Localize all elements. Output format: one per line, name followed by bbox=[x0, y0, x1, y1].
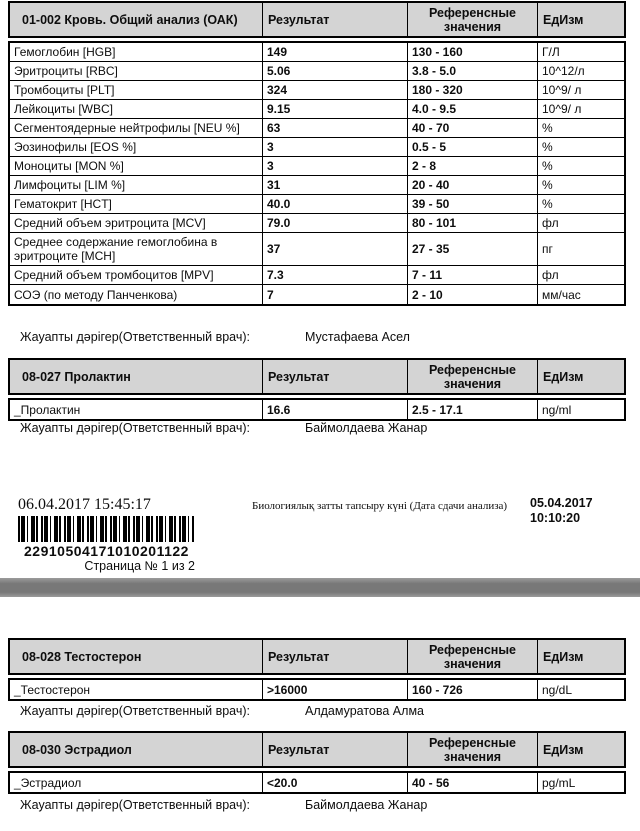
cell-name: Гемоглобин [HGB] bbox=[14, 45, 116, 59]
table-row bbox=[10, 43, 624, 62]
cell-result: 3 bbox=[262, 157, 407, 175]
responsible-doctor-line bbox=[20, 798, 620, 812]
doctor-label: Жауапты дәрігер(Ответственный врач): bbox=[20, 421, 250, 435]
cell-result: 3 bbox=[262, 138, 407, 156]
column-header-unit: ЕдИзм bbox=[537, 3, 624, 36]
responsible-doctor-line bbox=[20, 330, 620, 344]
doctor-label: Жауапты дәрігер(Ответственный врач): bbox=[20, 330, 250, 344]
table-body bbox=[8, 398, 626, 421]
cell-result: 31 bbox=[262, 176, 407, 194]
table-row bbox=[10, 195, 624, 214]
table-title: 08-028 Тестостерон bbox=[22, 649, 142, 664]
table-row bbox=[10, 138, 624, 157]
table-header-row bbox=[8, 731, 626, 768]
sample-date-label: Биологиялық затты тапсыру күні (Дата сдачи анализа) bbox=[252, 500, 508, 512]
sample-datetime bbox=[530, 496, 593, 526]
responsible-doctor-line bbox=[20, 704, 620, 718]
lab-table-estradiol bbox=[8, 731, 626, 794]
doctor-label: Жауапты дәрігер(Ответственный врач): bbox=[20, 704, 250, 718]
cell-result: 79.0 bbox=[262, 214, 407, 232]
responsible-doctor-line bbox=[20, 421, 620, 435]
cell-unit: 10^9/ л bbox=[537, 100, 624, 118]
cell-ref: 130 - 160 bbox=[407, 43, 537, 61]
table-row bbox=[10, 157, 624, 176]
cell-name: СОЭ (по методу Панченкова) bbox=[14, 287, 178, 302]
cell-ref: 39 - 50 bbox=[407, 195, 537, 213]
lab-table-testosterone bbox=[8, 638, 626, 701]
cell-ref: 40 - 70 bbox=[407, 119, 537, 137]
cell-ref: 180 - 320 bbox=[407, 81, 537, 99]
cell-name: Тромбоциты [PLT] bbox=[14, 83, 115, 97]
cell-name: Среднее содержание гемоглобина в эритроците [MCH] bbox=[14, 235, 218, 263]
cell-ref: 20 - 40 bbox=[407, 176, 537, 194]
column-header-reference: Референсные значения bbox=[407, 360, 537, 393]
table-header-row bbox=[8, 358, 626, 395]
cell-ref: 0.5 - 5 bbox=[407, 138, 537, 156]
cell-unit: ng/dL bbox=[537, 680, 624, 699]
column-header-unit: ЕдИзм bbox=[537, 733, 624, 766]
doctor-name: Мустафаева Асел bbox=[305, 330, 410, 344]
cell-result: 7.3 bbox=[262, 266, 407, 284]
cell-result: 5.06 bbox=[262, 62, 407, 80]
cell-name: _Тестостерон bbox=[14, 682, 91, 697]
table-row bbox=[10, 266, 624, 285]
doctor-name: Алдамуратова Алма bbox=[305, 704, 424, 718]
table-row bbox=[10, 81, 624, 100]
column-header-reference: Референсные значения bbox=[407, 3, 537, 36]
cell-result: 9.15 bbox=[262, 100, 407, 118]
doctor-name: Баймолдаева Жанар bbox=[305, 798, 428, 812]
column-header-result: Результат bbox=[262, 733, 407, 766]
table-row bbox=[10, 214, 624, 233]
cell-name: Эритроциты [RBC] bbox=[14, 64, 118, 78]
table-row bbox=[10, 773, 624, 792]
cell-name: Сегментоядерные нейтрофилы [NEU %] bbox=[14, 121, 240, 135]
table-row bbox=[10, 233, 624, 266]
cell-ref: 40 - 56 bbox=[407, 773, 537, 792]
cell-result: 37 bbox=[262, 233, 407, 265]
print-datetime: 06.04.2017 15:45:17 bbox=[18, 496, 151, 513]
table-header-row bbox=[8, 638, 626, 675]
cell-name: _Эстрадиол bbox=[14, 775, 82, 790]
cell-unit: ng/ml bbox=[537, 400, 624, 419]
cell-unit: % bbox=[537, 195, 624, 213]
sample-date: 05.04.2017 bbox=[530, 496, 593, 510]
cell-ref: 2 - 8 bbox=[407, 157, 537, 175]
column-header-reference: Референсные значения bbox=[407, 733, 537, 766]
table-body bbox=[8, 678, 626, 701]
cell-ref: 7 - 11 bbox=[407, 266, 537, 284]
cell-unit: % bbox=[537, 138, 624, 156]
doctor-name: Баймолдаева Жанар bbox=[305, 421, 428, 435]
sample-time: 10:10:20 bbox=[530, 511, 581, 525]
cell-unit: фл bbox=[537, 214, 624, 232]
column-header-result: Результат bbox=[262, 3, 407, 36]
cell-name: _Пролактин bbox=[14, 402, 81, 417]
cell-name: Гематокрит [HCT] bbox=[14, 197, 112, 211]
table-title: 08-027 Пролактин bbox=[22, 369, 131, 384]
cell-name: Средний объем тромбоцитов [MPV] bbox=[14, 268, 214, 282]
cell-unit: % bbox=[537, 119, 624, 137]
barcode-image bbox=[18, 516, 194, 542]
table-row bbox=[10, 400, 624, 419]
table-row bbox=[10, 176, 624, 195]
cell-result: 324 bbox=[262, 81, 407, 99]
cell-unit: мм/час bbox=[537, 285, 624, 304]
column-header-reference: Референсные значения bbox=[407, 640, 537, 673]
table-title: 01-002 Кровь. Общий анализ (ОАК) bbox=[22, 12, 238, 27]
cell-result: <20.0 bbox=[262, 773, 407, 792]
cell-name: Моноциты [MON %] bbox=[14, 159, 124, 173]
table-row bbox=[10, 119, 624, 138]
cell-ref: 80 - 101 bbox=[407, 214, 537, 232]
column-header-unit: ЕдИзм bbox=[537, 360, 624, 393]
page-number-label: Страница № 1 из 2 bbox=[84, 559, 195, 573]
table-row bbox=[10, 62, 624, 81]
cell-ref: 2 - 10 bbox=[407, 285, 537, 304]
cell-unit: Г/Л bbox=[537, 43, 624, 61]
cell-ref: 27 - 35 bbox=[407, 233, 537, 265]
table-row bbox=[10, 100, 624, 119]
column-header-unit: ЕдИзм bbox=[537, 640, 624, 673]
cell-result: 7 bbox=[262, 285, 407, 304]
table-row bbox=[10, 680, 624, 699]
cell-name: Лейкоциты [WBC] bbox=[14, 102, 114, 116]
cell-ref: 3.8 - 5.0 bbox=[407, 62, 537, 80]
cell-unit: 10^9/ л bbox=[537, 81, 624, 99]
table-header-row bbox=[8, 1, 626, 38]
cell-result: 40.0 bbox=[262, 195, 407, 213]
cell-result: >16000 bbox=[262, 680, 407, 699]
cell-unit: % bbox=[537, 176, 624, 194]
cell-name: Лимфоциты [LIM %] bbox=[14, 178, 126, 192]
doctor-label: Жауапты дәрігер(Ответственный врач): bbox=[20, 798, 250, 812]
page-break-divider bbox=[0, 578, 640, 597]
lab-table-oak bbox=[8, 1, 626, 306]
cell-name: Средний объем эритроцита [MCV] bbox=[14, 216, 206, 230]
table-body bbox=[8, 41, 626, 306]
cell-result: 16.6 bbox=[262, 400, 407, 419]
cell-unit: 10^12/л bbox=[537, 62, 624, 80]
cell-name: Эозинофилы [EOS %] bbox=[14, 140, 137, 154]
cell-unit: % bbox=[537, 157, 624, 175]
cell-ref: 160 - 726 bbox=[407, 680, 537, 699]
cell-result: 63 bbox=[262, 119, 407, 137]
cell-unit: фл bbox=[537, 266, 624, 284]
lab-table-prolactin bbox=[8, 358, 626, 421]
table-title: 08-030 Эстрадиол bbox=[22, 742, 132, 757]
barcode-number: 22910504171010201122 bbox=[24, 543, 189, 559]
cell-unit: пг bbox=[537, 233, 624, 265]
cell-ref: 4.0 - 9.5 bbox=[407, 100, 537, 118]
column-header-result: Результат bbox=[262, 640, 407, 673]
table-row bbox=[10, 285, 624, 304]
column-header-result: Результат bbox=[262, 360, 407, 393]
cell-ref: 2.5 - 17.1 bbox=[407, 400, 537, 419]
cell-unit: pg/mL bbox=[537, 773, 624, 792]
cell-result: 149 bbox=[262, 43, 407, 61]
table-body bbox=[8, 771, 626, 794]
